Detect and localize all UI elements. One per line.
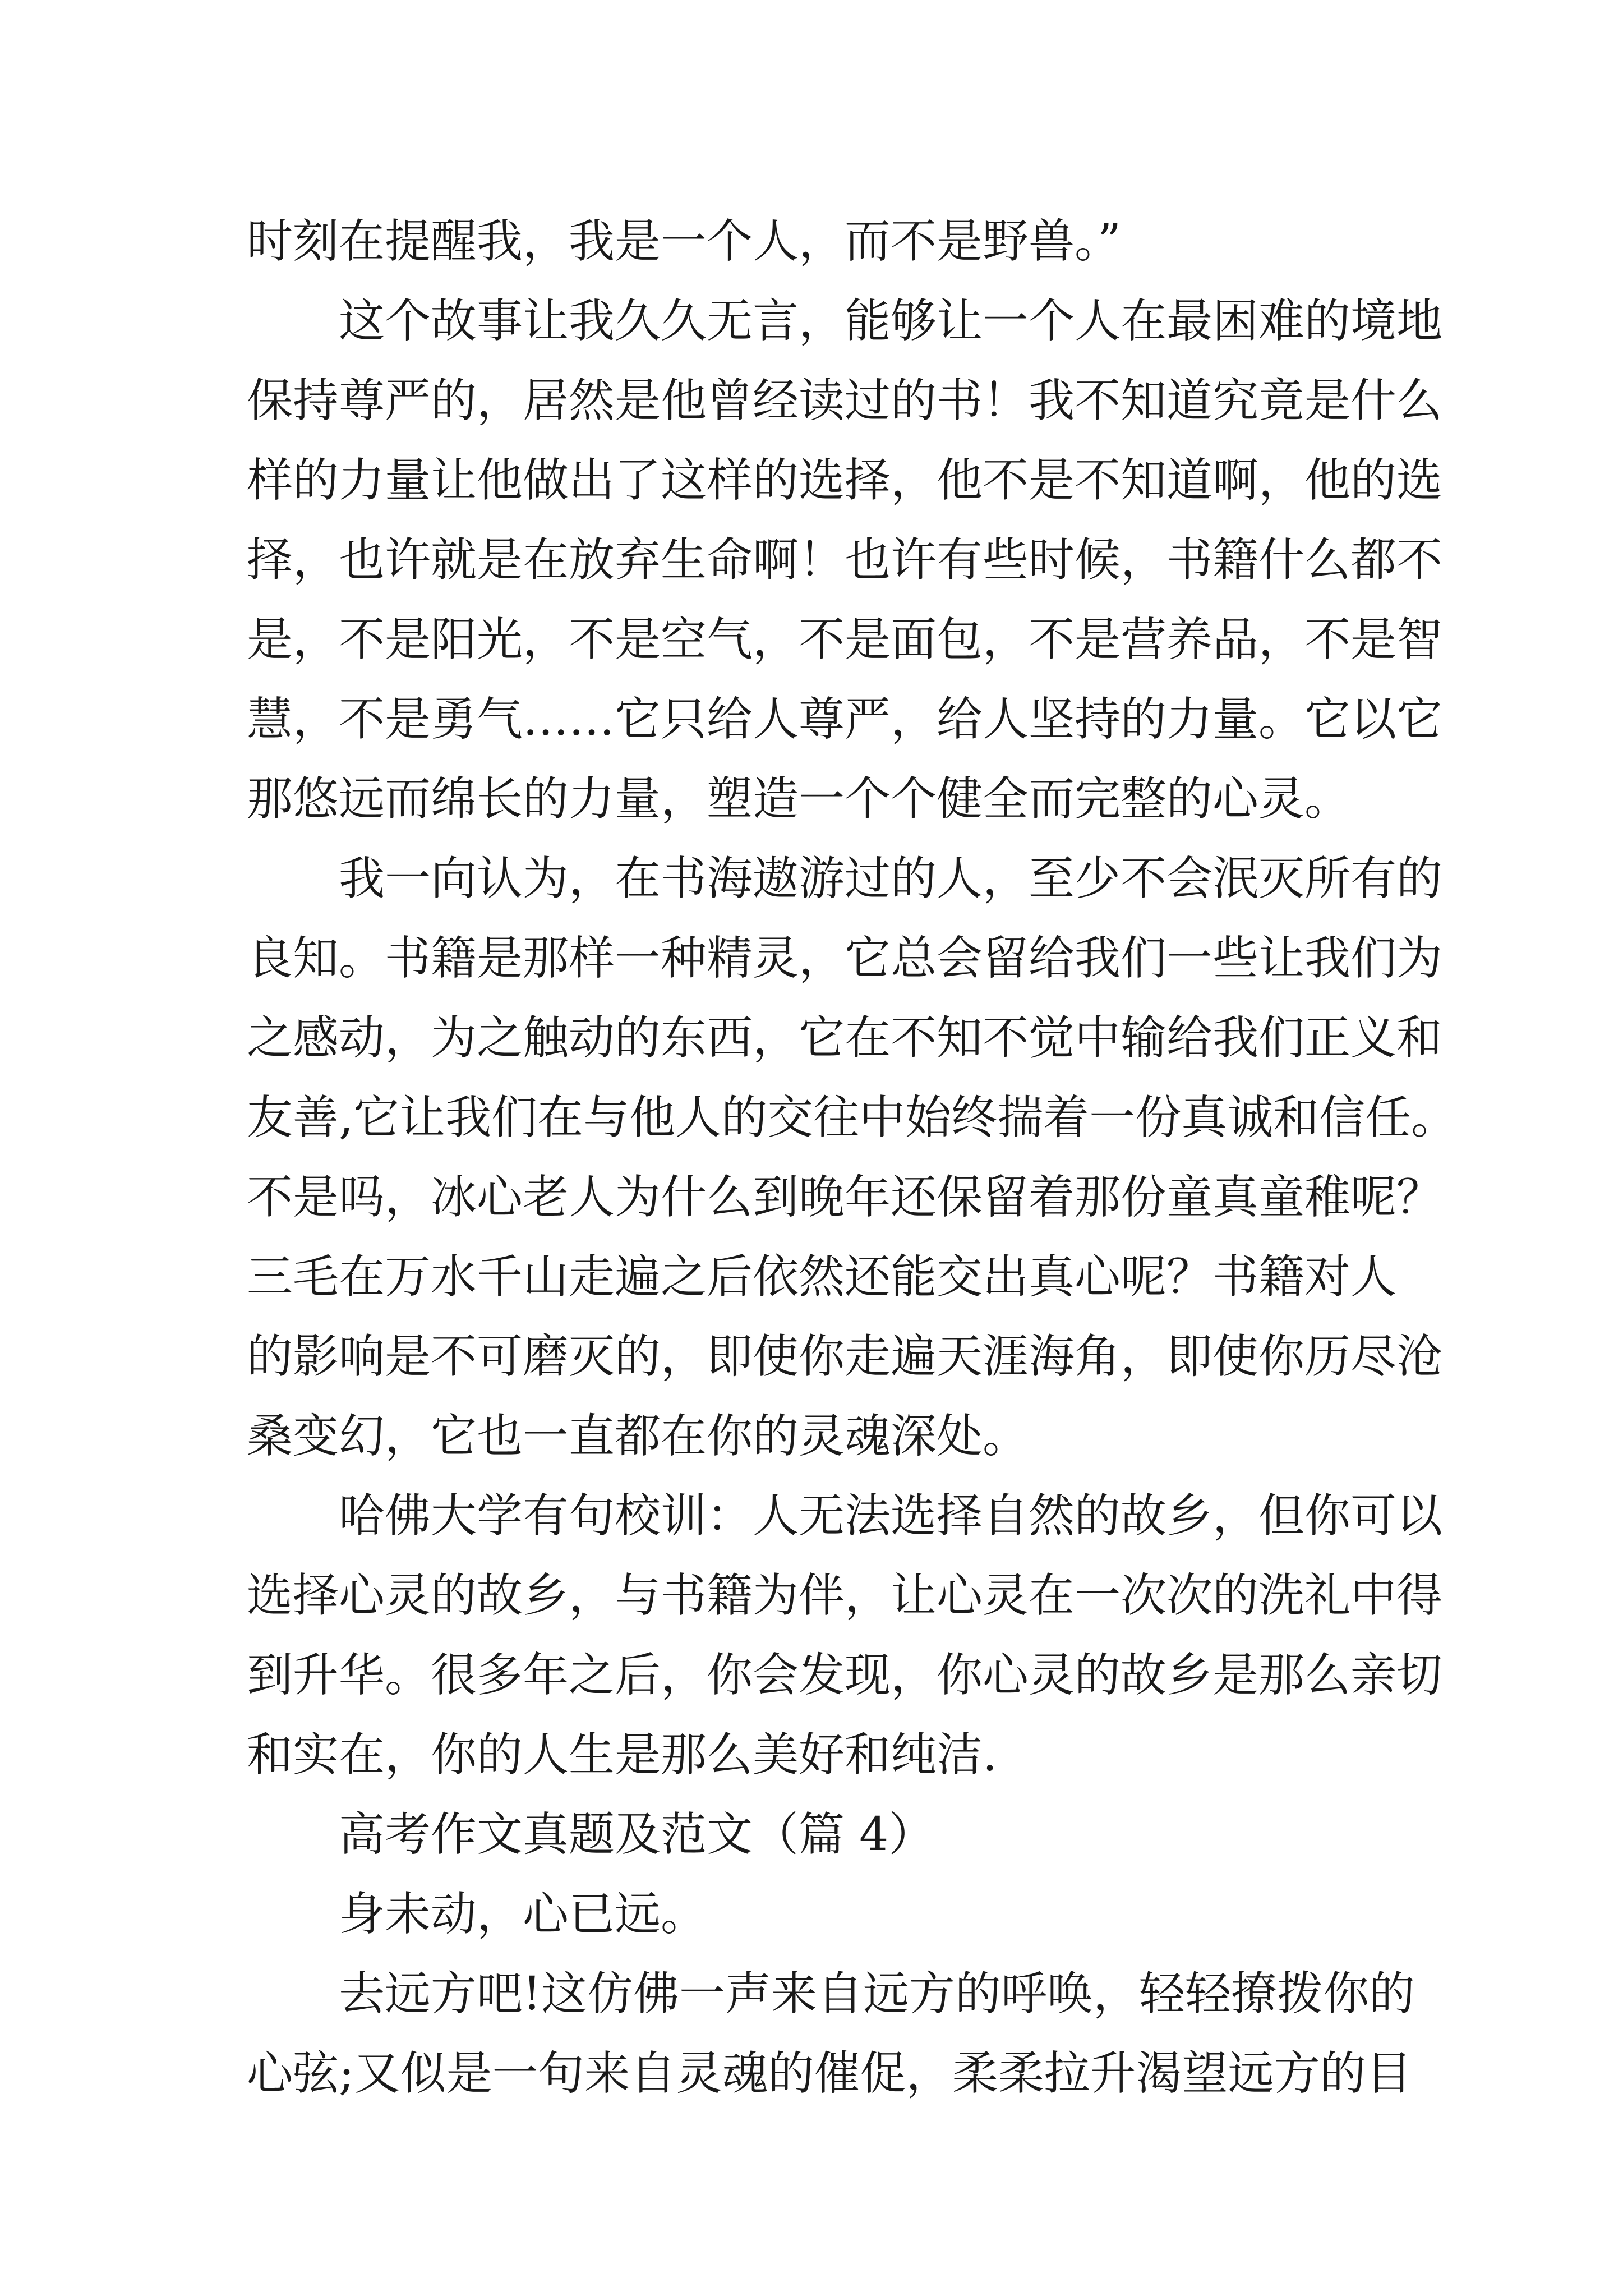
- text-line: 我一向认为，在书海遨游过的人，至少不会泯灭所有的: [339, 852, 1443, 905]
- text-line: 是，不是阳光，不是空气，不是面包，不是营养品，不是智: [247, 613, 1443, 666]
- text-line: 的影响是不可磨灭的，即使你走遍天涯海角，即使你历尽沧: [247, 1330, 1443, 1383]
- text-line: 保持尊严的，居然是他曾经读过的书！我不知道究竟是什么: [247, 374, 1443, 427]
- text-line: 不是吗，冰心老人为什么到晚年还保留着那份童真童稚呢？: [247, 1171, 1443, 1224]
- text-line: 心弦;又似是一句来自灵魂的催促，柔柔拉升渴望远方的目: [247, 2047, 1412, 2100]
- text-line: 选择心灵的故乡，与书籍为伴，让心灵在一次次的洗礼中得: [247, 1569, 1443, 1622]
- text-line: 时刻在提醒我，我是一个人，而不是野兽。”: [247, 215, 1121, 268]
- text-line: 身未动，心已远。: [339, 1888, 707, 1941]
- text-line: 慧，不是勇气……它只给人尊严，给人坚持的力量。它以它: [247, 693, 1443, 746]
- text-line: 桑变幻，它也一直都在你的灵魂深处。: [247, 1410, 1029, 1463]
- text-line: 到升华。很多年之后，你会发现，你心灵的故乡是那么亲切: [247, 1649, 1443, 1702]
- text-line: 友善,它让我们在与他人的交往中始终揣着一份真诚和信任。: [247, 1091, 1458, 1144]
- text-line: 去远方吧!这仿佛一声来自远方的呼唤，轻轻撩拨你的: [339, 1967, 1415, 2021]
- text-line: 样的力量让他做出了这样的选择，他不是不知道啊，他的选: [247, 454, 1443, 507]
- text-line: 三毛在万水千山走遍之后依然还能交出真心呢？书籍对人: [247, 1250, 1397, 1304]
- text-line: 之感动，为之触动的东西，它在不知不觉中输给我们正义和: [247, 1011, 1443, 1065]
- text-line: 哈佛大学有句校训：人无法选择自然的故乡，但你可以: [339, 1489, 1443, 1543]
- body-text: [247, 202, 1458, 2114]
- text-line: 和实在，你的人生是那么美好和纯洁.: [247, 1728, 998, 1782]
- text-line: 良知。书籍是那样一种精灵，它总会留给我们一些让我们为: [247, 932, 1443, 985]
- text-line: 这个故事让我久久无言，能够让一个人在最困难的境地: [339, 295, 1443, 348]
- text-line: 择，也许就是在放弃生命啊！也许有些时候，书籍什么都不: [247, 533, 1443, 587]
- text-line: 那悠远而绵长的力量，塑造一个个健全而完整的心灵。: [247, 772, 1351, 826]
- section-heading: 高考作文真题及范文（篇 4）: [339, 1808, 935, 1861]
